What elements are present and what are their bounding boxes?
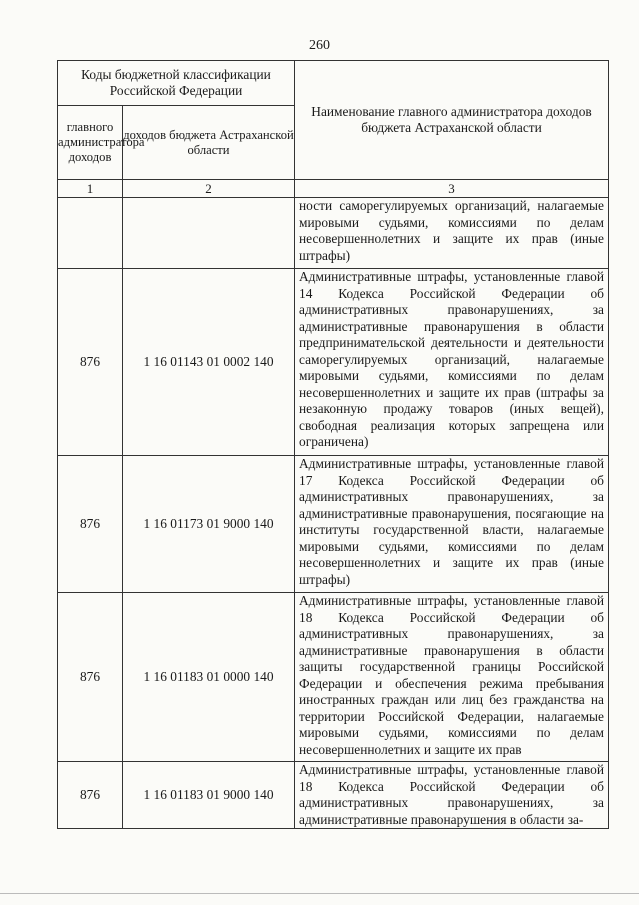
description-cell: ности саморегулируемых организаций, налагаемые мировыми судьями, комиссиями по делам несовершеннолетних и защите их прав (иные штрафы) bbox=[295, 198, 609, 269]
budget-code-cell: 1 16 01183 01 0000 140 bbox=[123, 593, 295, 762]
header-col1-title: главного администратора доходов bbox=[58, 106, 123, 180]
admin-code-cell bbox=[58, 198, 123, 269]
header-group-title: Коды бюджетной классификации Российской Федерации bbox=[58, 61, 295, 106]
description-cell: Административные штрафы, установленные главой 18 Кодекса Российской Федерации об административных правонарушениях, за административные правонарушения в области за- bbox=[295, 762, 609, 829]
column-number: 1 bbox=[58, 180, 123, 198]
budget-code-cell bbox=[123, 198, 295, 269]
admin-code-cell: 876 bbox=[58, 269, 123, 456]
table-row bbox=[58, 593, 609, 762]
table-row bbox=[58, 198, 609, 269]
description-cell: Административные штрафы, установленные главой 17 Кодекса Российской Федерации об административных правонарушениях, за административные правонарушения, посягающие на институты государственной власти, налагаемые мировыми судьями, комиссиями по делам несовершеннолетних и защите их прав (иные штрафы) bbox=[295, 456, 609, 593]
table-row bbox=[58, 762, 609, 829]
budget-codes-table bbox=[57, 60, 609, 829]
page-number: 260 bbox=[309, 38, 330, 53]
admin-code-cell: 876 bbox=[58, 456, 123, 593]
column-number: 2 bbox=[123, 180, 295, 198]
description-cell: Административные штрафы, установленные главой 14 Кодекса Российской Федерации об административных правонарушениях, за административные правонарушения в области предпринимательской деятельности и деятельности саморегулируемых организаций, налагаемые мировыми судьями, комиссиями по делам несовершеннолетних и защите их прав (штрафы за незаконную продажу товаров (иных вещей), свободная реализация которых запрещена или ограничена) bbox=[295, 269, 609, 456]
header-col2-title: доходов бюджета Астраханской области bbox=[123, 106, 295, 180]
header-col3-title: Наименование главного администратора доходов бюджета Астраханской области bbox=[295, 61, 609, 180]
table-row bbox=[58, 456, 609, 593]
budget-code-cell: 1 16 01183 01 9000 140 bbox=[123, 762, 295, 829]
admin-code-cell: 876 bbox=[58, 762, 123, 829]
description-cell: Административные штрафы, установленные главой 18 Кодекса Российской Федерации об административных правонарушениях, за административные правонарушения в области защиты государственной границы Российской Федерации и обеспечения режима пребывания иностранных граждан или лиц без гражданства на территории Российской Федерации, налагаемые мировыми судьями, комиссиями по делам несовершеннолетних и защите их прав bbox=[295, 593, 609, 762]
column-number: 3 bbox=[295, 180, 609, 198]
table-row bbox=[58, 269, 609, 456]
budget-code-cell: 1 16 01173 01 9000 140 bbox=[123, 456, 295, 593]
page-bottom-edge bbox=[0, 893, 639, 894]
admin-code-cell: 876 bbox=[58, 593, 123, 762]
budget-code-cell: 1 16 01143 01 0002 140 bbox=[123, 269, 295, 456]
